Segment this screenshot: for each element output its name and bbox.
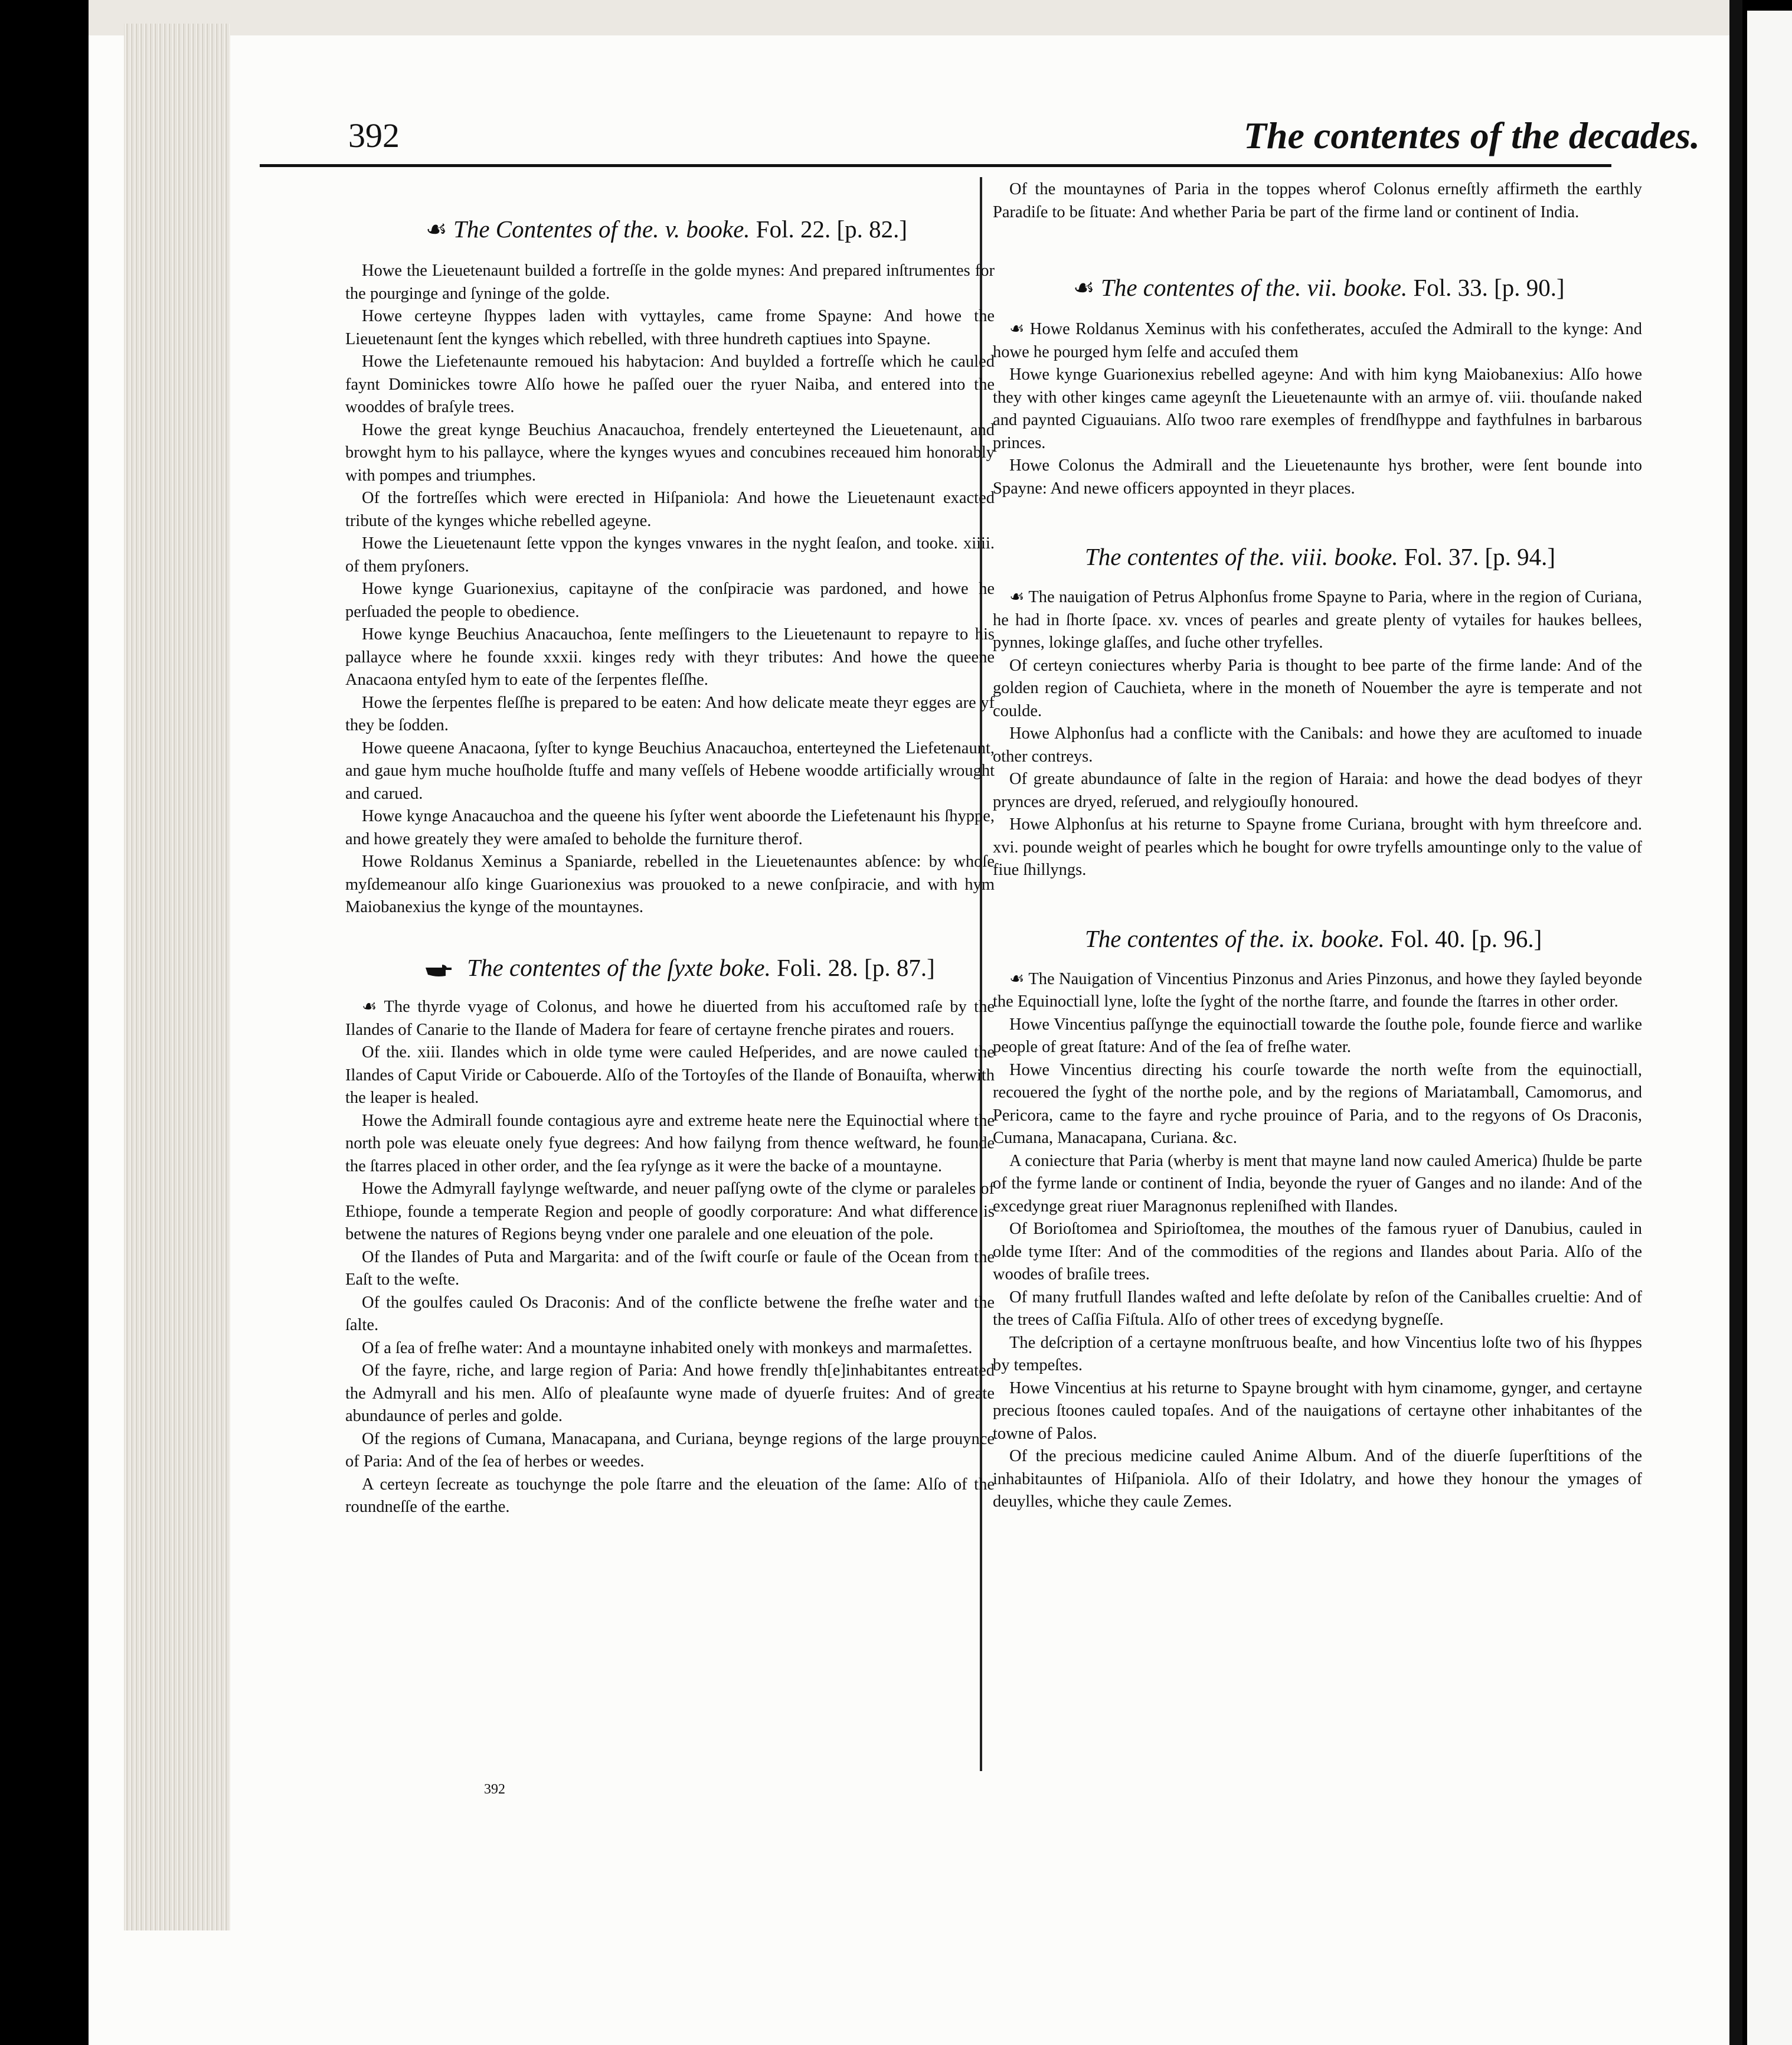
entry-paragraph: Howe the Admyrall faylynge weſtwarde, and neuer paſſyng owte of the clyme or paraleles of Ethiope, founde a temperate Region and people of goodly corporature: And what difference is betwene the natures of Regions beyng vnder one paralele and one eleuation of the pole. bbox=[345, 1180, 995, 1244]
section-heading-book9 bbox=[1068, 921, 1642, 956]
intro-paragraph: Of the mountaynes of Paria in the toppes wherof Colonus erneſtly affirmeth the earthly Paradiſe to be ſituate: And whether Paria be part of the firme land or continent of India. bbox=[993, 180, 1642, 221]
entry-paragraph: Of the goulfes cauled Os Draconis: And of the conflicte betwene the freſhe water and the ſalte. bbox=[345, 1293, 995, 1335]
entry-paragraph: Howe the Lieuetenaunt ſette vppon the kynges vnwares in the nyght ſeaſon, and tooke. xiiii. of them pryſoners. bbox=[345, 534, 995, 576]
pilcrow-mark: ☙ bbox=[426, 215, 447, 243]
running-title: The contentes of the decades. bbox=[1243, 115, 1700, 156]
running-header bbox=[348, 112, 1700, 159]
entry-paragraph: Howe Vincentius at his returne to Spayne brought with hym cinamome, gynger, and certayne precious ſtoones cauled topaſes. And of the nauigations of certayne other inhabitantes of the towne of Palos. bbox=[993, 1378, 1642, 1443]
section-body-book8 bbox=[993, 586, 1642, 882]
entry-paragraph: Of the precious medicine cauled Anime Album. And of the diuerſe ſuperſtitions of the inhabitauntes of Hiſpaniola. Alſo of their Idolatry, and howe they honour the ymages of deuylles, whiche they caule Zemes. bbox=[993, 1447, 1642, 1511]
left-column bbox=[345, 177, 995, 1519]
entry-paragraph: Howe Alphonſus at his returne to Spayne frome Curiana, brought with hym threeſcore and. xvi. pounde weight of pearles which he bought for owre tryfells amountinge only to the value of fiue ſhillyngs. bbox=[993, 815, 1642, 879]
entry-paragraph: Howe the great kynge Beuchius Anacauchoa, frendely enterteyned the Lieuetenaunt, and browght hym to his pallayce, where the kynges wyues and concubines receaued him honorably with pompes and triumphes. bbox=[345, 420, 995, 485]
entry-paragraph: Howe certeyne ſhyppes laden with vyttayles, came frome Spayne: And howe the Lieuetenaunt ſent the kynges which rebelled, with three hundreth captiues into Spayne. bbox=[345, 307, 995, 348]
folio-reference: Fol. 40. [p. 96.] bbox=[1391, 925, 1542, 952]
entry-paragraph: A coniecture that Paria (wherby is ment that mayne land now cauled America) ſhulde be parte of the fyrme lande or continent of India, beyonde the ryuer of Ganges and no ilande: And of the excedynge great riuer Maragnonus repleniſhed with Ilandes. bbox=[993, 1151, 1642, 1216]
page-number: 392 bbox=[348, 116, 400, 155]
entry-paragraph: Howe Colonus the Admirall and the Lieuetenaunte hys brother, were ſent bounde into Spayne: And newe officers appoynted in theyr places. bbox=[993, 456, 1642, 498]
entry-paragraph: Of greate abundaunce of ſalte in the region of Haraia: and howe the dead bodyes of theyr prynces are dryed, reſerued, and relygiouſly honoured. bbox=[993, 770, 1642, 811]
entry-paragraph: Of the regions of Cumana, Manacapana, and Curiana, beynge regions of the large prouynce of Paria: And of the ſea of herbes or weedes. bbox=[345, 1429, 995, 1471]
entry-paragraph: ☙ Howe Roldanus Xeminus with his confetherates, accuſed the Admirall to the kynge: And howe he pourged hym ſelfe and accuſed them bbox=[993, 320, 1642, 361]
entry-paragraph: Howe the ſerpentes fleſſhe is prepared to be eaten: And how delicate meate theyr egges are yf they be ſodden. bbox=[345, 693, 995, 734]
entry-paragraph: Of Borioſtomea and Spirioſtomea, the mouthes of the famous ryuer of Danubius, cauled in olde tyme Iſter: And of the commodities of the regions and Ilandes about Paria. Alſo of the woodes of braſile trees. bbox=[993, 1220, 1642, 1283]
entry-paragraph: Of many frutfull Ilandes waſted and lefte deſolate by reſon of the Caniballes crueltie: And of the trees of Caſſia Fiſtula. Alſo of other trees of excedyng bygneſſe. bbox=[993, 1288, 1642, 1329]
page-stack-edge bbox=[124, 24, 230, 1930]
bottom-folio: 392 bbox=[484, 1782, 505, 1797]
entry-paragraph: Howe kynge Beuchius Anacauchoa, ſente meſſingers to the Lieuetenaunt to repayre to his pallayce where he founde xxxii. kinges redy with theyr tributes: And howe the queene Anacaona entyſed hym to eate of the ſerpentes fleſſhe. bbox=[345, 625, 995, 689]
entry-paragraph: Howe kynge Guarionexius rebelled ageyne: And with him kyng Maiobanexius: Alſo howe they with other kinges came ageynſt the Lieuetenaunte with an armye of. viii. thouſande naked and paynted Ciguauians. Alſo twoo rare exemples of frendſhyppe and faythfulnes in barbarous princes. bbox=[993, 365, 1642, 452]
pointing-hand-icon bbox=[408, 952, 453, 988]
entry-paragraph: Of a ſea of freſhe water: And a mountayne inhabited onely with monkeys and marmaſettes. bbox=[362, 1338, 973, 1357]
entry-paragraph: The deſcription of a certayne monſtruous beaſte, and how Vincentius loſte two of his ſhyppes by tempeſtes. bbox=[993, 1333, 1642, 1374]
entry-paragraph: Howe queene Anacaona, ſyſter to kynge Beuchius Anacauchoa, enterteyned the Liefetenaunt, and gaue hym muche houſholde ſtuffe and many veſſels of Hebene woodde artificially wrought and carued. bbox=[345, 739, 995, 803]
adjacent-page-edge bbox=[1729, 0, 1792, 2045]
section-body-book5 bbox=[345, 260, 995, 919]
section-title: The contentes of the. viii. booke. bbox=[1085, 543, 1398, 570]
folio-reference: Fol. 37. [p. 94.] bbox=[1404, 543, 1556, 570]
folio-reference: Fol. 33. [p. 90.] bbox=[1413, 274, 1565, 301]
section-body-book9 bbox=[993, 968, 1642, 1514]
entry-paragraph: Howe the Liefetenaunte remoued his habytacion: And buylded a fortreſſe which he cauled faynt Dominickes towre Alſo howe he paſſed ouer the ryuer Naiba, and entered into the wooddes of braſyle trees. bbox=[345, 352, 995, 416]
folio-reference: Fol. 22. [p. 82.] bbox=[756, 215, 908, 243]
section-title: The contentes of the. ix. booke. bbox=[1085, 925, 1385, 952]
entry-paragraph: Howe Roldanus Xeminus a Spaniarde, rebelled in the Lieuetenauntes abſence: by whoſe myſdemeanour alſo kinge Guarionexius was prouoked to a newe conſpiracie, and with hym Maiobanexius the kynge of the mountaynes. bbox=[345, 852, 995, 916]
entry-paragraph: ☙ The Nauigation of Vincentius Pinzonus and Aries Pinzonus, and howe they ſayled beyonde the Equinoctiall lyne, loſte the ſyght of the northe ſtarre, and founde the ſtarres in other order. bbox=[993, 969, 1642, 1011]
entry-paragraph: Howe Alphonſus had a conflicte with the Canibals: and howe they are acuſtomed to inuade other contreys. bbox=[993, 724, 1642, 766]
entry-paragraph: Howe kynge Anacauchoa and the queene his ſyſter went aboorde the Liefetenaunt his ſhyppe, and howe greately they were amaſed to beholde the furniture therof. bbox=[345, 807, 995, 848]
entry-paragraph: Of certeyn coniectures wherby Paria is thought to bee parte of the firme lande: And of the golden region of Cauchieta, where in the moneth of Nouember the ayre is temperate and not coulde. bbox=[993, 656, 1642, 720]
section-heading-book5 bbox=[409, 211, 995, 247]
entry-paragraph: Howe Vincentius directing his courſe towarde the north weſte from the equinoctiall, recouered the ſyght of the northe pole, and by the regions of Mariatamball, Camomorus, and Pericora, came to the fayre and ryche prouince of Paria, and to the regyons of Os Draconis, Cumana, Manacapana, Curiana. &c. bbox=[993, 1060, 1642, 1147]
header-rule bbox=[260, 164, 1611, 167]
section-body-book7 bbox=[993, 318, 1642, 500]
entry-paragraph: Howe kynge Guarionexius, capitayne of the conſpiracie was pardoned, and howe he perſuaded the people to obedience. bbox=[345, 580, 995, 621]
entry-paragraph: Of the fortreſſes which were erected in Hiſpaniola: And howe the Lieuetenaunt exacted tribute of the kynges whiche rebelled ageyne. bbox=[345, 489, 995, 530]
section-heading-book7 bbox=[1057, 270, 1642, 305]
section-body-book6 bbox=[345, 996, 995, 1519]
folio-reference: Foli. 28. [p. 87.] bbox=[777, 953, 935, 981]
section-title: The contentes of the. vii. booke. bbox=[1101, 274, 1408, 301]
entry-paragraph: Howe the Lieuetenaunt builded a fortreſſe in the golde mynes: And prepared inſtrumentes for the pourginge and ſyninge of the golde. bbox=[345, 262, 995, 303]
entry-paragraph: Howe the Admirall founde contagious ayre and extreme heate nere the Equinoctial where the north pole was eleuate onely fyue degrees: And how failyng from thence weſtward, he founde the ſtarres placed in other order, and the ſea ryſynge as it were the backe of a mountayne. bbox=[345, 1111, 995, 1175]
entry-paragraph: Of the fayre, riche, and large region of Paria: And howe frendly th[e]inhabitantes entreated the Admyrall and his men. Alſo of pleaſaunte wyne made of dyuerſe fruites: And of greate abundaunce of perles and golde. bbox=[345, 1361, 995, 1426]
page-top-edge bbox=[89, 0, 1729, 35]
entry-paragraph: ☙ The nauigation of Petrus Alphonſus frome Spayne to Paria, where in the region of Curiana, he had in ſhorte ſpace. xv. vnces of pearles and greate plenty of vytailes for haukes bellees, pynnes, lokinge glaſſes, and ſuche other tryfelles. bbox=[993, 588, 1642, 652]
right-column bbox=[993, 177, 1642, 1514]
entry-paragraph: ☙ The thyrde vyage of Colonus, and howe he diuerted from his accuſtomed raſe by the Ilandes of Canarie to the Ilande of Madera for feare of certayne frenche pirates and rouers. bbox=[345, 998, 995, 1039]
section-title: The Contentes of the. v. booke. bbox=[453, 215, 750, 243]
section-heading-book8 bbox=[1068, 539, 1642, 574]
pilcrow-mark: ☙ bbox=[1073, 274, 1095, 301]
section-title: The contentes of the ſyxte boke. bbox=[467, 953, 771, 981]
section-heading-book6 bbox=[391, 950, 995, 988]
entry-paragraph: Howe Vincentius paſſynge the equinoctiall towarde the ſouthe pole, founde fierce and warlike people of great ſtature: And of the ſea of freſhe water. bbox=[993, 1015, 1642, 1056]
entry-paragraph: A certeyn ſecreate as touchynge the pole ſtarre and the eleuation of the ſame: Alſo of the roundneſſe of the earthe. bbox=[345, 1475, 995, 1517]
entry-paragraph: Of the Ilandes of Puta and Margarita: and of the ſwift courſe or faule of the Ocean from the Eaſt to the weſte. bbox=[345, 1247, 995, 1289]
entry-paragraph: Of the. xiii. Ilandes which in olde tyme were cauled Heſperides, and are nowe cauled the Ilandes of Caput Viride or Cabouerde. Alſo of the Tortoyſes of the Ilande of Bonauiſta, wherwith the leaper is healed. bbox=[345, 1043, 995, 1108]
